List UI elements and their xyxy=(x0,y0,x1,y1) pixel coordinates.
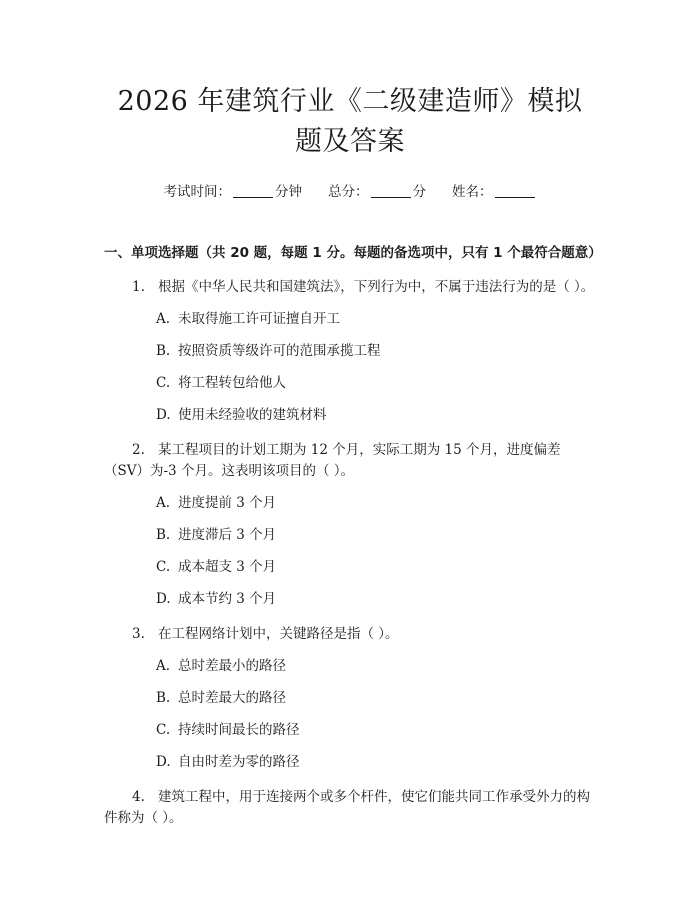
score-label: 总分： xyxy=(328,184,369,200)
option-text: 按照资质等级许可的范围承揽工程 xyxy=(178,343,381,359)
question-number: 1. xyxy=(132,279,145,295)
option xyxy=(156,656,596,677)
question xyxy=(104,624,596,645)
option xyxy=(156,373,596,394)
option-text: 自由时差为零的路径 xyxy=(178,754,300,770)
time-blank xyxy=(233,183,273,198)
option xyxy=(156,752,596,773)
time-label: 考试时间： xyxy=(163,184,231,200)
option-letter: B. xyxy=(156,527,171,543)
name-blank xyxy=(495,183,535,198)
section-title: 一、单项选择题（共 20 题，每题 1 分。每题的备选项中，只有 1 个最符合题意） xyxy=(104,245,602,261)
option-letter: C. xyxy=(156,722,171,738)
question xyxy=(104,787,596,829)
option xyxy=(156,309,596,330)
page-title: 2026 年建筑行业《二级建造师》模拟题及答案 xyxy=(117,86,583,157)
option-text: 将工程转包给他人 xyxy=(178,375,286,391)
option xyxy=(156,589,596,610)
option xyxy=(156,720,596,741)
option-text: 成本超支 3 个月 xyxy=(178,559,277,575)
option-letter: C. xyxy=(156,559,171,575)
question-number: 2. xyxy=(132,442,145,458)
name-label: 姓名： xyxy=(452,184,493,200)
question xyxy=(104,277,596,298)
exam-info xyxy=(104,182,596,202)
option xyxy=(156,341,596,362)
score-blank xyxy=(371,183,411,198)
score-unit: 分 xyxy=(412,184,426,200)
question xyxy=(104,440,596,482)
option-letter: B. xyxy=(156,343,171,359)
question-text: 根据《中华人民共和国建筑法》，下列行为中，不属于违法行为的是（ ）。 xyxy=(158,279,595,295)
option-text: 持续时间最长的路径 xyxy=(178,722,300,738)
option-letter: D. xyxy=(156,591,171,607)
option-letter: A. xyxy=(156,311,171,327)
option-text: 未取得施工许可证擅自开工 xyxy=(178,311,340,327)
option-letter: A. xyxy=(156,658,171,674)
option xyxy=(156,557,596,578)
question-text: 建筑工程中，用于连接两个或多个杆件，使它们能共同工作承受外力的构件称为（ ）。 xyxy=(104,789,590,826)
option-letter: B. xyxy=(156,690,171,706)
option xyxy=(156,688,596,709)
question-text: 某工程项目的计划工期为 12 个月，实际工期为 15 个月，进度偏差（SV）为-3 个月。这表明该项目的（ ）。 xyxy=(104,442,561,479)
option-letter: D. xyxy=(156,754,171,770)
question-list xyxy=(104,277,596,829)
option-text: 进度滞后 3 个月 xyxy=(178,527,277,543)
option xyxy=(156,405,596,426)
question-number: 4. xyxy=(132,789,145,805)
option-letter: A. xyxy=(156,495,171,511)
option-text: 进度提前 3 个月 xyxy=(178,495,277,511)
time-unit: 分钟 xyxy=(275,184,302,200)
option-text: 使用未经验收的建筑材料 xyxy=(178,407,327,423)
option-text: 总时差最大的路径 xyxy=(178,690,286,706)
option-letter: C. xyxy=(156,375,171,391)
option-letter: D. xyxy=(156,407,171,423)
question-text: 在工程网络计划中，关键路径是指（ ）。 xyxy=(158,626,399,642)
option xyxy=(156,525,596,546)
question-number: 3. xyxy=(132,626,145,642)
option xyxy=(156,493,596,514)
option-text: 成本节约 3 个月 xyxy=(178,591,277,607)
option-text: 总时差最小的路径 xyxy=(178,658,286,674)
